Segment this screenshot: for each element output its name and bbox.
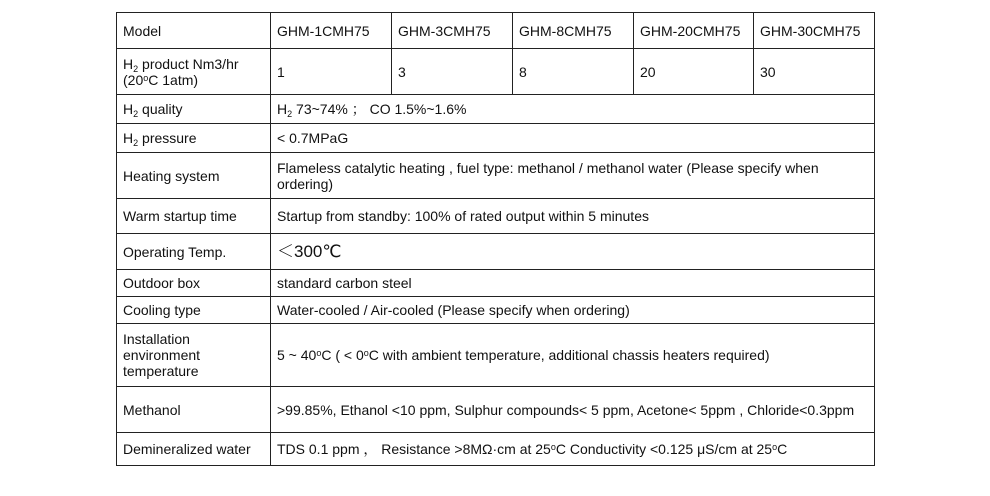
h2-product-value-1: 1: [271, 49, 392, 95]
model-4: GHM-20CMH75: [634, 13, 754, 49]
cooling-type-value: Water-cooled / Air-cooled (Please specify when ordering): [271, 297, 875, 324]
outdoor-box-label: Outdoor box: [117, 270, 271, 297]
row-methanol: [117, 387, 875, 433]
heating-system-value: Flameless catalytic heating , fuel type: methanol / methanol water (Please specify when ordering): [271, 153, 875, 199]
row-h2-pressure: [117, 124, 875, 153]
h2-product-value-5: 30: [754, 49, 875, 95]
warm-startup-label: Warm startup time: [117, 199, 271, 234]
h2-quality-label: $H_2$ quality: [117, 95, 271, 124]
install-env-label: Installation environment temperature: [117, 324, 271, 387]
row-demineralized: [117, 433, 875, 466]
operating-temp-value: ＜300℃: [271, 234, 875, 270]
row-heating-system: [117, 153, 875, 199]
demineralized-value: TDS 0.1 ppm ， Resistance >8MΩ·cm at 25$^o$C Conductivity <0.125 μS/cm at 25$^o$C: [271, 433, 875, 466]
h2-quality-value: $H_2$ 73~74% ； CO 1.5%~1.6%: [271, 95, 875, 124]
model-1: GHM-1CMH75: [271, 13, 392, 49]
operating-temp-label: Operating Temp.: [117, 234, 271, 270]
row-h2-product: [117, 49, 875, 95]
model-label: Model: [117, 13, 271, 49]
row-outdoor-box: [117, 270, 875, 297]
model-2: GHM-3CMH75: [392, 13, 513, 49]
model-5: GHM-30CMH75: [754, 13, 875, 49]
h2-product-value-2: 3: [392, 49, 513, 95]
install-env-value: 5 ~ 40$^o$C ( < $0^oC$ with ambient temperature, additional chassis heaters required): [271, 324, 875, 387]
h2-product-value-3: 8: [513, 49, 634, 95]
outdoor-box-value: standard carbon steel: [271, 270, 875, 297]
cooling-type-label: Cooling type: [117, 297, 271, 324]
model-3: GHM-8CMH75: [513, 13, 634, 49]
row-warm-startup: [117, 199, 875, 234]
demineralized-label: Demineralized water: [117, 433, 271, 466]
warm-startup-value: Startup from standby: 100% of rated output within 5 minutes: [271, 199, 875, 234]
row-operating-temp: [117, 234, 875, 270]
methanol-value: >99.85%, Ethanol <10 ppm, Sulphur compounds< 5 ppm, Acetone< 5ppm , Chloride<0.3ppm: [271, 387, 875, 433]
spec-table: [116, 12, 875, 466]
h2-pressure-value: < 0.7MPaG: [271, 124, 875, 153]
h2-pressure-label: $H_2$ pressure: [117, 124, 271, 153]
row-cooling-type: [117, 297, 875, 324]
row-h2-quality: [117, 95, 875, 124]
h2-product-label: $H_2$ product Nm3/hr (20$^o$C 1atm): [117, 49, 271, 95]
row-install-env: [117, 324, 875, 387]
row-model: [117, 13, 875, 49]
methanol-label: Methanol: [117, 387, 271, 433]
heating-system-label: Heating system: [117, 153, 271, 199]
h2-product-value-4: 20: [634, 49, 754, 95]
